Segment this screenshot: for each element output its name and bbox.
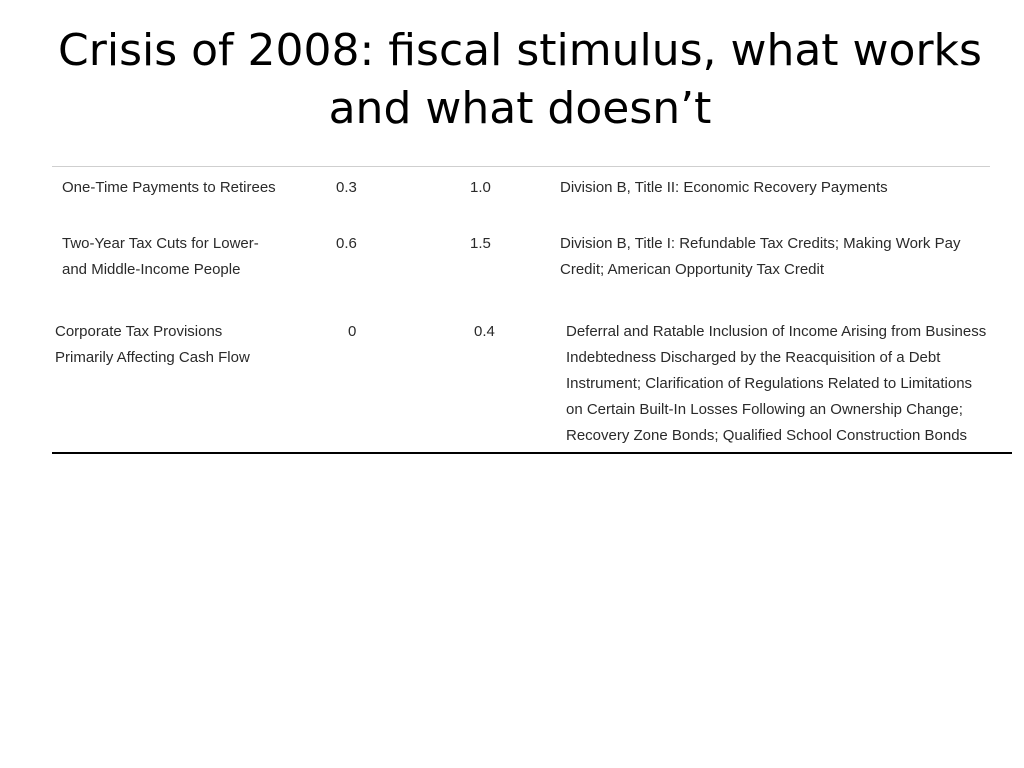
row3-provisions-line3: Instrument; Clarification of Regulations Related to Limitations [566, 375, 973, 392]
row1-high-value: 1.0 [470, 179, 491, 196]
table-bottom-rule [52, 452, 1012, 454]
row2-high-value: 1.5 [470, 235, 491, 252]
row3-provisions-line4: on Certain Built-In Losses Following an Ownership Change; [566, 401, 963, 418]
row2-category-line1: Two-Year Tax Cuts for Lower- [62, 235, 259, 252]
row2-category-line2: and Middle-Income People [62, 261, 241, 278]
row3-provisions-line5: Recovery Zone Bonds; Qualified School Construction Bonds [566, 427, 968, 444]
row2-provisions-line2: Credit; American Opportunity Tax Credit [560, 261, 825, 278]
row2-low-value: 0.6 [336, 235, 357, 252]
table-top-rule [52, 166, 990, 167]
row3-category-line2: Primarily Affecting Cash Flow [55, 349, 250, 366]
row3-category-line1: Corporate Tax Provisions [55, 323, 223, 340]
row1-low-value: 0.3 [336, 179, 357, 196]
row3-low-value: 0 [348, 323, 357, 340]
slide-title: Crisis of 2008: fiscal stimulus, what works and what doesn’t [58, 25, 982, 134]
row2-provisions-line1: Division B, Title I: Refundable Tax Credits; Making Work Pay [560, 235, 961, 252]
row1-provisions: Division B, Title II: Economic Recovery Payments [560, 179, 888, 196]
row3-provisions-line2: Indebtedness Discharged by the Reacquisition of a Debt [566, 349, 941, 366]
row1-category: One-Time Payments to Retirees [62, 179, 276, 196]
row3-high-value: 0.4 [474, 323, 495, 340]
row3-provisions-line1: Deferral and Ratable Inclusion of Income Arising from Business [566, 323, 987, 340]
